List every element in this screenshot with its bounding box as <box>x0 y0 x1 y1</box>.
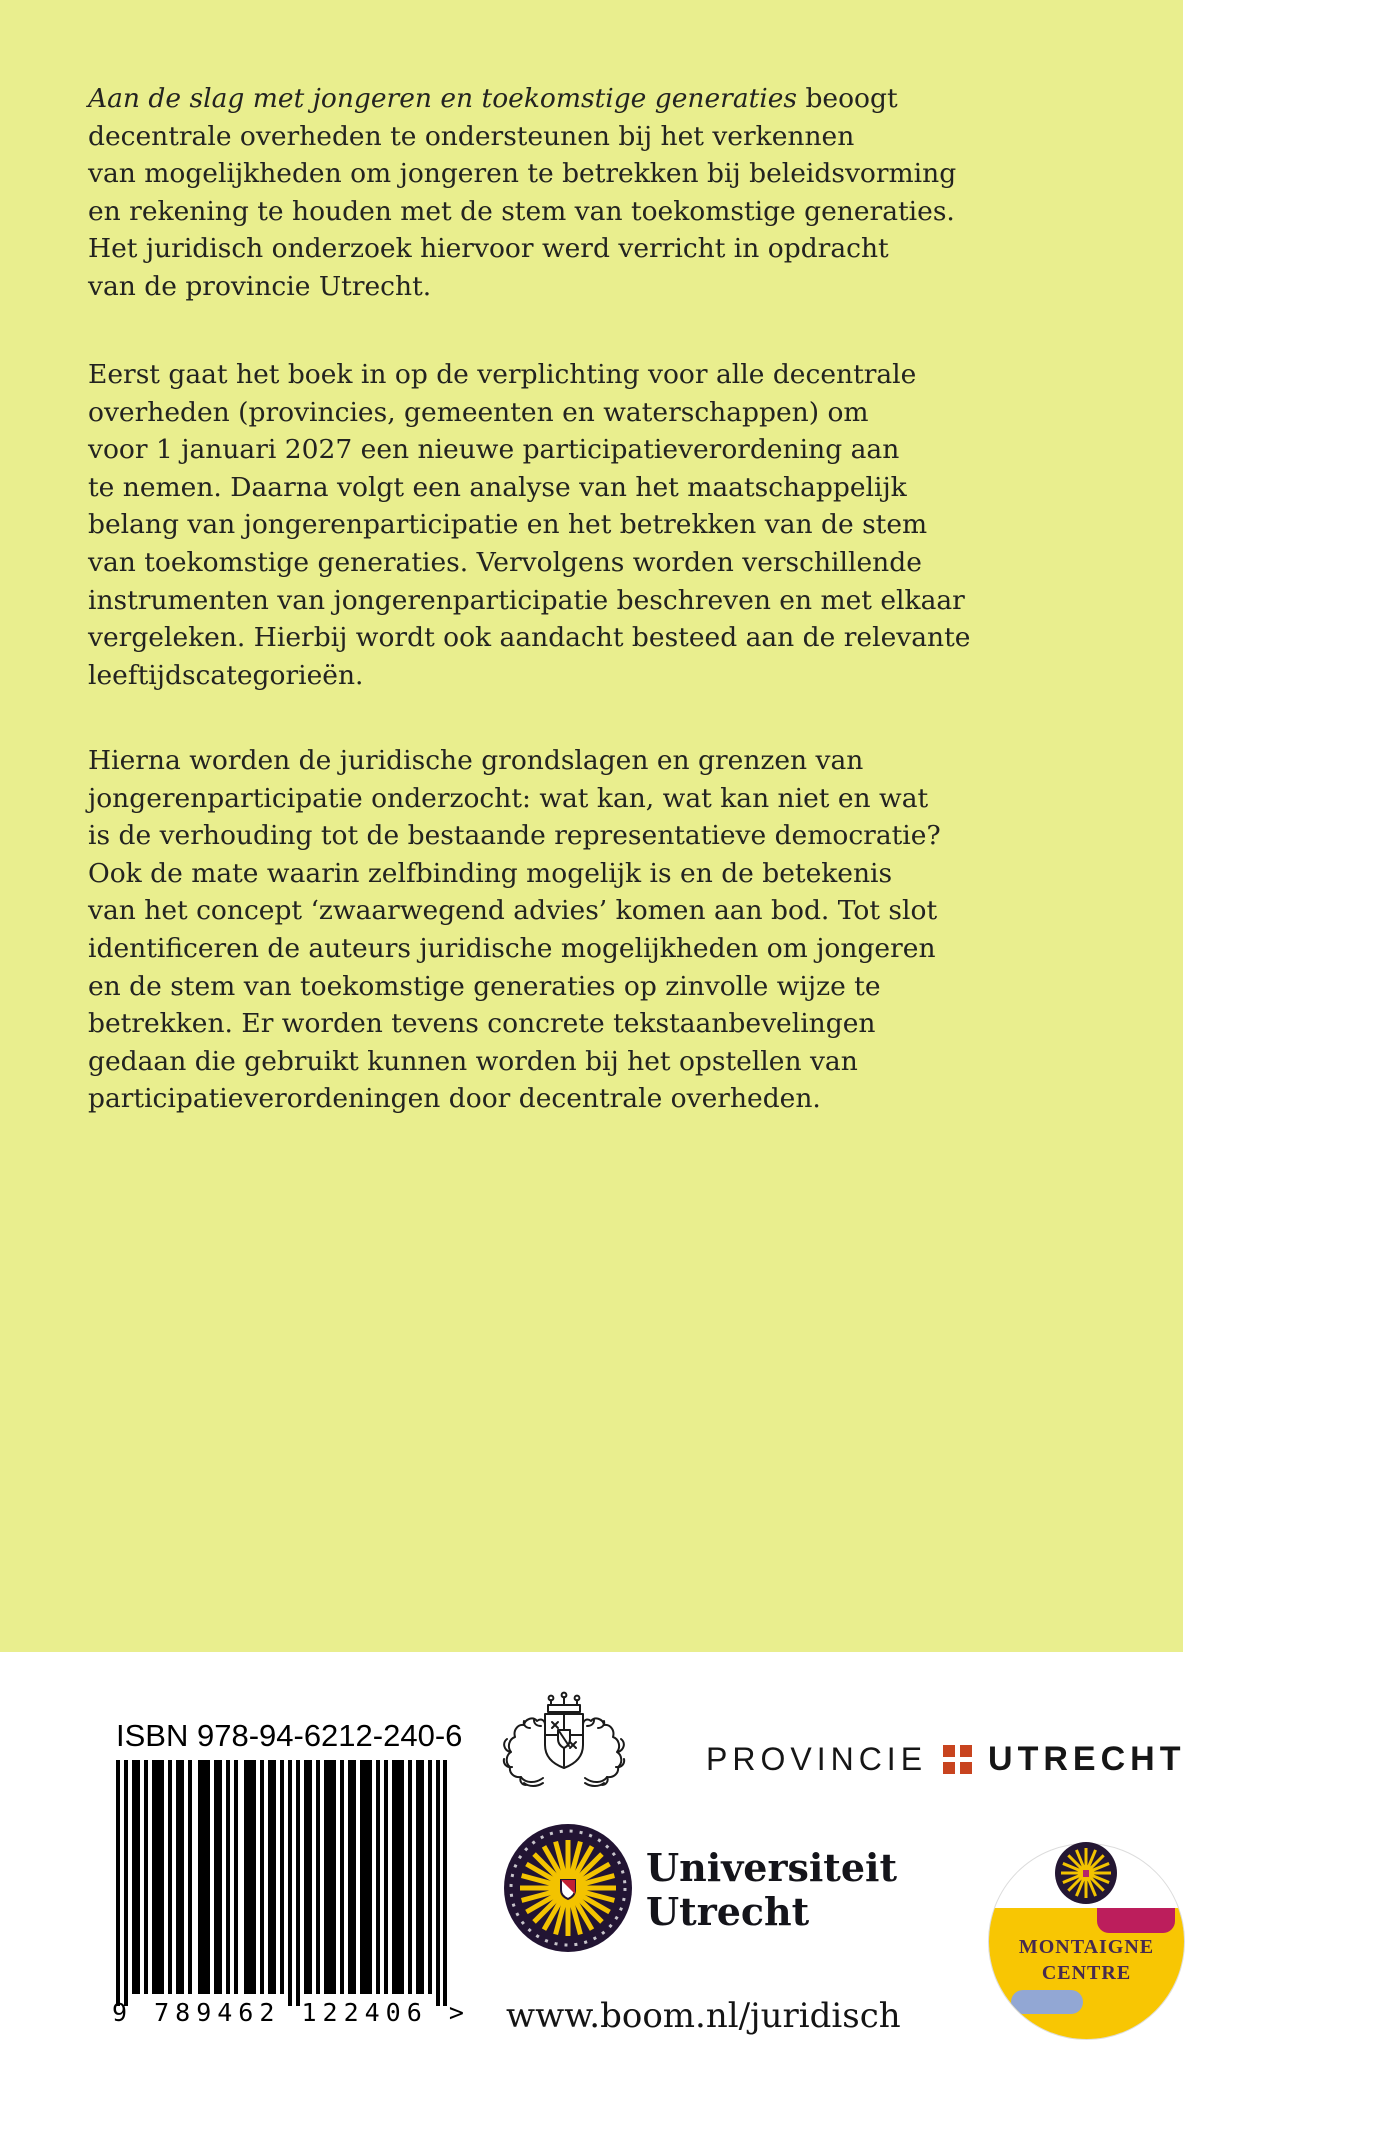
text-line: identificeren de auteurs juridische mogelijkheden om jongeren <box>88 932 936 964</box>
text-line: van toekomstige generaties. Vervolgens worden verschillende <box>88 546 922 578</box>
text-line: vergeleken. Hierbij wordt ook aandacht besteed aan de relevante <box>88 622 971 654</box>
text-line: Eerst gaat het boek in op de verplichting voor alle decentrale <box>88 359 917 390</box>
text-line: instrumenten van jongerenparticipatie beschreven en met elkaar <box>88 584 965 616</box>
text-line: is de verhouding tot de bestaande representatieve democratie? <box>88 820 941 852</box>
text-line: te nemen. Daarna volgt een analyse van het maatschappelijk <box>88 471 907 503</box>
text-line: en de stem van toekomstige generaties op zinvolle wijze te <box>88 970 881 1002</box>
university-word-line1: Universiteit <box>646 1845 898 1890</box>
montaigne-crimson-shape <box>1097 1908 1175 1933</box>
text-line: van de provincie Utrecht. <box>88 270 432 302</box>
provincie-word: PROVINCIE <box>706 1741 928 1777</box>
montaigne-centre-wordmark <box>989 1934 1184 1986</box>
text-line: belang van jongerenparticipatie en het betrekken van de stem <box>88 509 928 541</box>
provincie-utrecht-wordmark <box>706 1740 1185 1779</box>
text-line: betrekken. Er worden tevens concrete tekstaanbevelingen <box>88 1008 876 1040</box>
text-line: Ook de mate waarin zelfbinding mogelijk is en de betekenis <box>88 857 893 889</box>
text-line: Hierna worden de juridische grondslagen en grenzen van <box>88 745 864 776</box>
text-fragment: beoogt <box>797 83 898 114</box>
provincie-utrecht-squares-icon <box>943 1745 972 1774</box>
text-line: van mogelijkheden om jongeren te betrekken bij beleidsvorming <box>88 158 957 190</box>
montaigne-sunburst-icon <box>1054 1841 1118 1905</box>
blurb-paragraph-3 <box>88 742 941 1118</box>
university-word-line2: Utrecht <box>646 1889 810 1934</box>
text-line: decentrale overheden te ondersteunen bij het verkennen <box>88 120 855 152</box>
montaigne-word-line2: CENTRE <box>1041 1962 1132 1984</box>
text-line: van het concept ‘zwaarwegend advies’ komen aan bod. Tot slot <box>88 895 938 927</box>
barcode-icon <box>116 1760 448 2006</box>
text-line: voor 1 januari 2027 een nieuwe participatieverordening aan <box>88 434 900 466</box>
text-line <box>88 80 956 118</box>
text-line: participatieverordeningen door decentrale overheden. <box>88 1083 821 1115</box>
text-line: en rekening te houden met de stem van toekomstige generaties. <box>88 195 955 227</box>
blurb-paragraph-2 <box>88 356 970 694</box>
text-line: gedaan die gebruikt kunnen worden bij het opstellen van <box>88 1045 858 1077</box>
universiteit-utrecht-sun-icon <box>502 1822 634 1954</box>
text-line: Het juridisch onderzoek hiervoor werd verricht in opdracht <box>88 233 889 265</box>
blurb-paragraph-1 <box>88 80 956 306</box>
isbn-label: ISBN 978-94-6212-240-6 <box>116 1718 463 1753</box>
text-line: overheden (provincies, gemeenten en waterschappen) om <box>88 396 869 428</box>
text-line: leeftijdscategorieën. <box>88 659 364 691</box>
universiteit-utrecht-wordmark <box>646 1846 897 1934</box>
book-title-italic: Aan de slag met jongeren en toekomstige generaties <box>88 83 798 114</box>
montaigne-word-line1: MONTAIGNE <box>1018 1936 1155 1958</box>
barcode-digits: 9 789462 122406 > <box>112 1998 470 2027</box>
publisher-website: www.boom.nl/juridisch <box>506 1996 901 2036</box>
utrecht-word: UTRECHT <box>988 1740 1186 1778</box>
montaigne-blue-shape <box>1011 1990 1083 2014</box>
provincie-utrecht-coat-of-arms-icon <box>498 1690 630 1802</box>
text-line: jongerenparticipatie onderzocht: wat kan, wat kan niet en wat <box>88 782 929 814</box>
